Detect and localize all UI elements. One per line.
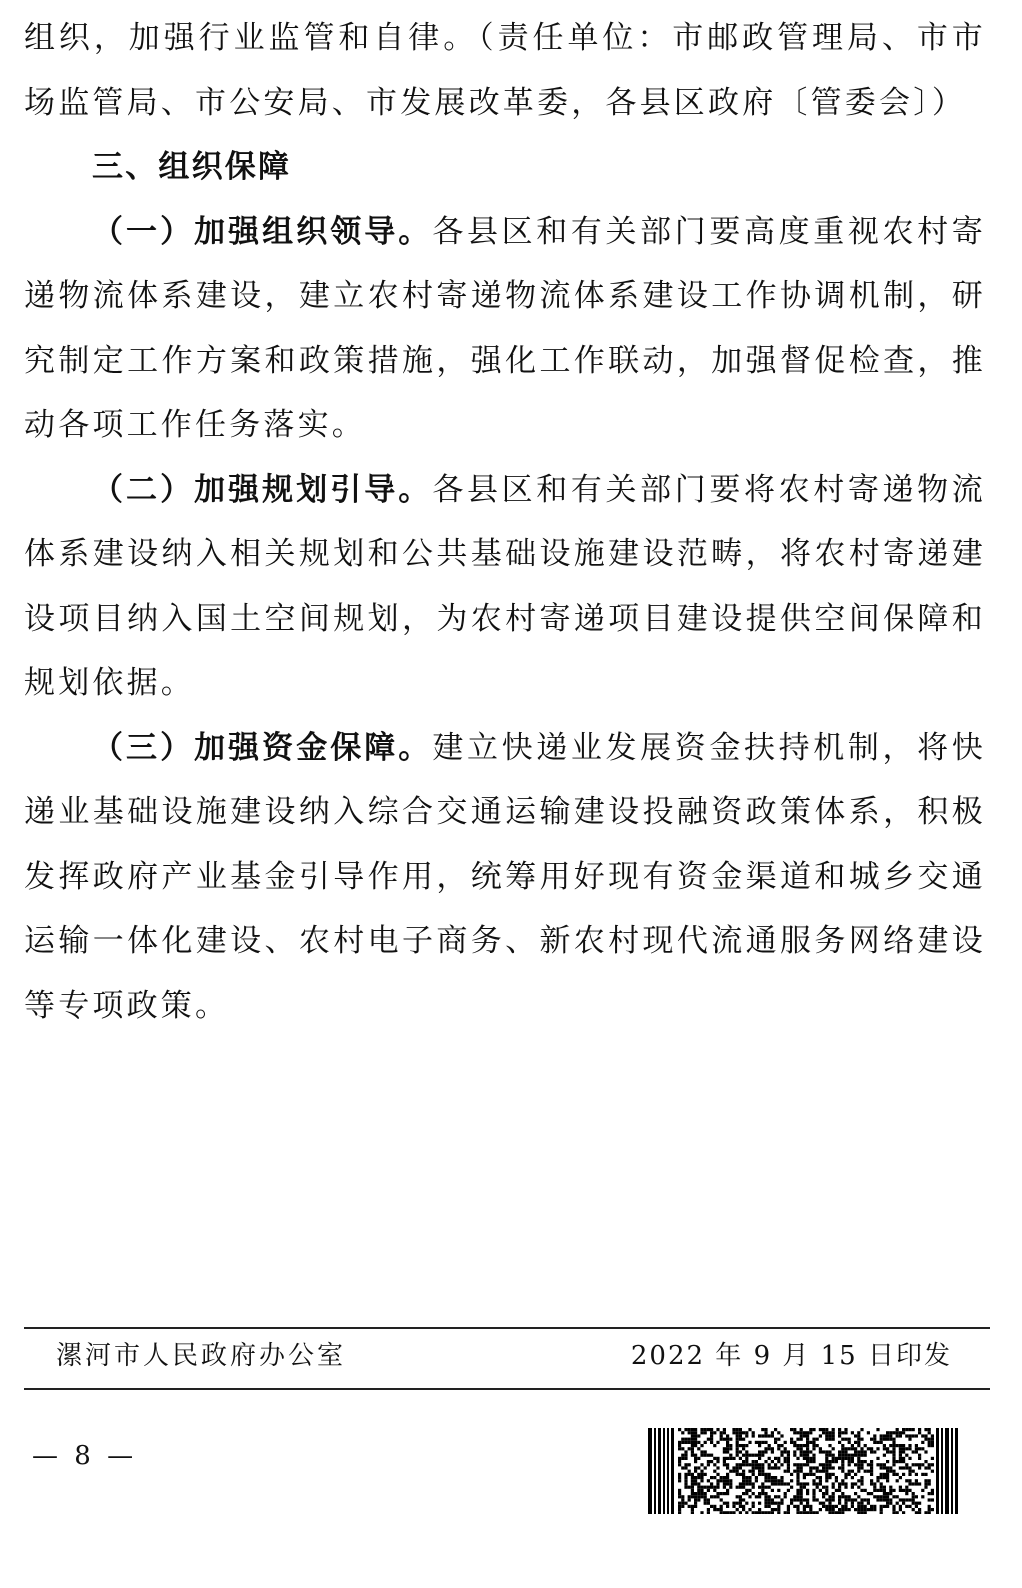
item-text: 建立快递业发展资金扶持机制，将快递业基础设施建设纳入综合交通运输建设投融资政策体系，积极发挥政府产业基金引导作用，统筹用好现有资金渠道和城乡交通运输一体化建设、农村电子商务、新农村现代流通服务网络建设等专项政策。: [24, 729, 987, 1024]
item-text: 各县区和有关部门要高度重视农村寄递物流体系建设，建立农村寄递物流体系建设工作协调机制，研究制定工作方案和政策措施，强化工作联动，加强督促检查，推动各项工作任务落实。: [24, 213, 987, 443]
footer-top-rule: [24, 1327, 990, 1329]
item-lead: （二）加强规划引导。: [92, 471, 433, 508]
item-text: 各县区和有关部门要将农村寄递物流体系建设纳入相关规划和公共基础设施建设范畴，将农村寄递建设项目纳入国土空间规划，为农村寄递项目建设提供空间保障和规划依据。: [24, 471, 987, 701]
continued-paragraph: 组织，加强行业监管和自律。（责任单位：市邮政管理局、市市场监管局、市公安局、市发展改革委，各县区政府〔管委会〕）: [24, 20, 986, 121]
section-heading: 三、组织保障: [92, 149, 292, 185]
list-item-funding: [24, 716, 986, 1039]
page-number: — 8 —: [32, 1441, 138, 1471]
list-item-planning: [24, 458, 986, 716]
issue-date: 2022 年 9 月 15 日印发: [630, 1341, 952, 1371]
list-item-organization: [24, 200, 986, 458]
item-lead: （一）加强组织领导。: [92, 213, 433, 250]
item-lead: （三）加强资金保障。: [92, 729, 433, 766]
footer-bottom-rule: [24, 1388, 990, 1390]
issuer-name: 漯河市人民政府办公室: [56, 1341, 347, 1371]
document-body: [24, 6, 986, 1038]
barcode-icon: [648, 1428, 960, 1514]
